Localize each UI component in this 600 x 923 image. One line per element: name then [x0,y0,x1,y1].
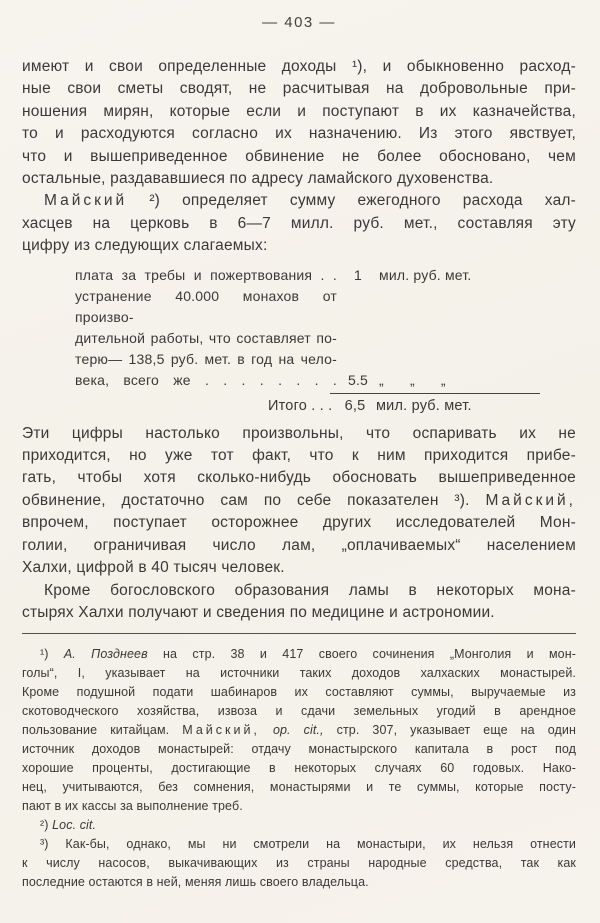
table-row [75,286,576,328]
emphasized-name: Майский, [182,723,260,738]
table-cell-label: устранение 40.000 монахов от произво- [75,287,337,325]
table-cell-ditto-marks: „ „ „ [379,371,446,388]
text-line-part: обвинение, достаточно сам по себе показателен ³). [22,491,470,509]
text-line [22,190,576,212]
footnote-line-part: на стр. 38 и 417 своего сочинения „Монголия и мон- [163,647,577,662]
text-line: имеют и свои определенные доходы ¹), и обыкновенно расход- [22,58,576,75]
total-label: Итого . . . [268,397,333,414]
text-line: ношения мирян, которые если и поступают в их казначейства, [22,102,576,120]
text-line: ные свои сметы сводят, не расчитывая на добровольные при- [22,80,576,98]
footnote-line: скотоводческого хозяйства, извоза и сдачи земельных угодий в арендное [22,704,576,719]
footnote-line: последние остаются в ней, меняя лишь своего владельца. [22,875,369,890]
table-row [75,370,576,391]
footnote-line: источник доходов монастырей: отдачу монастырского капитала в рост под [22,742,576,757]
footnote-line [22,645,576,664]
table-cell-label: века, всего же . . . . . . . . [75,371,337,388]
text-line: стырях Халхи получают и сведения по медицине и астрономии. [22,603,495,621]
page-number: — 403 — [262,14,336,31]
footnote-line: нец, учитываются, без сомнения, монастырями и те суммы, которые посту- [22,780,576,795]
text-line: что и вышеприведенное обвинение не более обосновано, чем [22,147,576,165]
table-cell-unit: мил. руб. мет. [379,266,472,283]
footnote-marker: ¹) [40,647,49,662]
footnote-line: Кроме подушной подати шабинаров их составляют суммы, выручаемые из [22,685,576,700]
table-cell-value: 1 [354,266,362,283]
table-total-row [268,396,576,417]
sum-rule [330,393,540,394]
footnote-separator [22,633,576,634]
text-line: Халхи, цифрой в 40 тысяч человек. [22,559,285,577]
footnote-line: пают в их кассы за выполнение треб. [22,799,243,814]
table-cell-value: 5.5 [347,371,369,388]
table-cell-label: дительной работы, что составляет по- [75,329,337,346]
footnote-line-part: стр. 307, указывает еще на один [336,723,576,738]
main-text [22,56,576,624]
emphasized-name: Майский, [485,491,576,509]
footnote-line [22,721,576,740]
footnote-line: хорошие проценты, достигающие в некоторых случаях 60 годовых. Нако- [22,761,576,776]
text-line [22,490,576,512]
expense-table [75,265,576,417]
table-cell-label: терю— 138,5 руб. мет. в год на чело- [75,350,337,367]
table-cell-label: плата за требы и пожертвования . . [75,266,337,283]
text-line: впрочем, поступает осторожнее других исследователей Мон- [22,514,576,532]
emphasized-name: Майский [44,192,128,210]
text-line: цифру из следующих слагаемых: [22,237,268,255]
table-row [75,265,576,286]
text-line: Кроме богословского образования ламы в некоторых мона- [44,581,576,599]
total-value: 6,5 [344,397,366,414]
table-row [75,349,576,370]
footnotes-section [22,645,576,892]
footnote-line: голы“, I, указывает на источники таких доходов халхаских монастырей. [22,666,576,681]
total-unit: мил. руб. мет. [376,397,472,414]
table-row [75,328,576,349]
footnote-line: к числу насосов, выкачивающих из страны народные средства, так как [22,856,576,871]
text-line: гать, чтобы хотя сколько-нибудь обосновать вышеприведенное [22,469,576,487]
text-line: остальные, раздававшиеся по адресу ламайского духовенства. [22,170,494,188]
footnote-line: ³) Как-бы, однако, мы ни смотрели на монастыри, их нельзя отнести [40,837,576,852]
text-line: приходится, но уже тот факт, что к ним приходится прибе- [22,447,576,465]
text-line-part: ²) определяет сумму ежегодного расхода хал- [149,192,576,210]
footnote-marker: ²) [40,818,49,833]
latin-citation: Loc. cit. [52,818,97,833]
text-line: голии, ограничивая число лам, „оплачиваемых“ населением [22,536,576,554]
footnote-line [22,816,576,835]
author-name: А. Позднеев [63,647,148,662]
text-line: Эти цифры настолько произвольны, что оспаривать их не [22,424,576,442]
footnote-line-part: пользование китайцам. [22,723,170,738]
latin-citation: ор. cit., [272,723,324,738]
text-line: хасцев на церковь в 6—7 милл. руб. мет., составляя эту [22,214,576,232]
text-line: то и расходуются согласно их назначению. Из этого явствует, [22,125,576,143]
